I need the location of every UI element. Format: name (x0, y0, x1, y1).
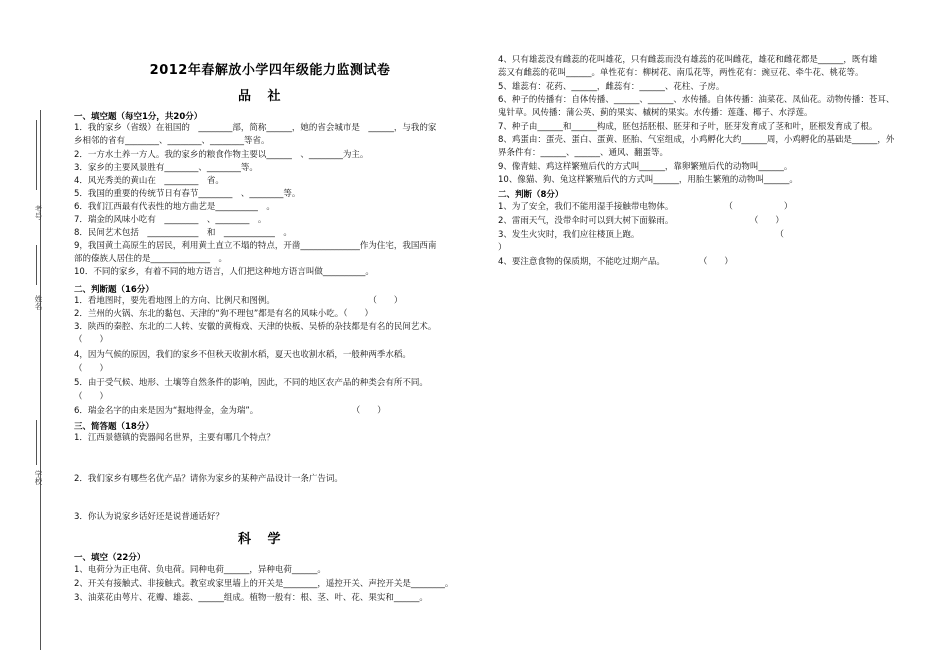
kaohao-underline (36, 120, 37, 190)
pinshe-heading: 品 社 (238, 89, 287, 104)
pinshe-judge-line: 3．陕西的秦腔、东北的二人转、安徽的黄梅戏、天津的快板、吴桥的杂技都是有名的民间艺术。 (74, 322, 437, 332)
pinshe-judge-line: 4，因为气候的原因，我们的家乡不但秋天收割水稻，夏天也收割水稻，一般种两季水稻。 (74, 350, 411, 360)
kexue-fill-line: 蕊又有雌蕊的花叫______。单性花有：柳树花、南瓜花等，两性花有：豌豆花、牵牛花、桃花等。 (498, 68, 864, 78)
kexue-fill-line: 10、像猫、狗、兔这样繁殖后代的方式叫______，用胎生繁殖的动物叫______。 (498, 175, 798, 185)
kexue-judge-line: 1、为了安全，我们不能用湿手接触带电物体。 （ ） (498, 202, 793, 212)
pinshe-fill-line: 4．风光秀美的黄山在 ________ 省。 (74, 176, 224, 186)
kexue-section-fill: 一、填空（22分） (74, 553, 146, 563)
pinshe-fill-line: 6．我们江西最有代表性的地方曲艺是__________ 。 (74, 202, 275, 212)
margin-xuexiao-label: 学校 (34, 470, 43, 485)
kexue-section-judge: 二、判断（8分） (498, 190, 564, 200)
pinshe-qa-line: 1．江西景德镇的瓷器闻名世界，主要有哪几个特点？ (74, 433, 275, 443)
pinshe-fill-line: 8．民间艺术包括 ____________ 和 ____________ 。 (74, 228, 292, 238)
kexue-fill-line: 2、开关有接触式、非接触式。教室或家里墙上的开关是________，遥控开关、声控开关是________。 (74, 579, 454, 589)
pinshe-fill-line: 部的傣族人居住的是______________ 。 (74, 254, 228, 264)
pinshe-fill-line: 1．我的家乡（省级）在祖国的 ________部，简称______，她的省会城市是 ______，与我的家 (74, 123, 437, 133)
kexue-fill-line: 鬼针草。风传播：蒲公英、蓟的果实、槭树的果实。水传播：莲蓬、椰子、水浮莲。 (498, 108, 813, 118)
xuexiao-underline (36, 420, 37, 465)
pinshe-qa-line: 3．你认为说家乡话好还是说普通话好？ (74, 512, 224, 522)
kexue-judge-line: 2、雷雨天气，没带伞时可以到大树下面躲雨。 （ ） (498, 216, 784, 226)
kexue-fill-line: 6、种子的传播有：自体传播、______、______、水传播。自体传播：油菜花、凤仙花。动物传播：苍耳、 (498, 95, 895, 105)
pinshe-judge-line: 2．兰州的火锅、东北的黏包、天津的“狗不理包”都是有名的风味小吃。（ ） (74, 309, 373, 319)
pinshe-fill-line: 10．不同的家乡，有着不同的地方语言，人们把这种地方语言叫做__________。 (74, 267, 374, 277)
kexue-judge-line: ） (498, 243, 507, 253)
pinshe-judge-line: 1．看地图时，要先看地图上的方向、比例尺和图例。 （ ） (74, 296, 403, 306)
kexue-heading: 科 学 (238, 532, 287, 547)
xingming-underline (36, 245, 37, 285)
pinshe-fill-line: 7．瑞金的风味小吃有 ________ 、________ 。 (74, 215, 267, 225)
pinshe-fill-line: 乡相邻的省有________、________、________等省。 (74, 136, 270, 146)
exam-title: 2012年春解放小学四年级能力监测试卷 (149, 63, 391, 78)
margin-kaohao-label: 考号 (34, 205, 43, 220)
kexue-fill-line: 8、鸡蛋由：蛋壳、蛋白、蛋黄、胚胎、气室组成，小鸡孵化大约______周，小鸡孵化的基础是______，外 (498, 135, 895, 145)
pinshe-section-judge: 二、判断题（16分） (74, 285, 154, 295)
pinshe-judge-line: （ ） (74, 392, 109, 402)
kexue-fill-line: 1、电荷分为正电荷、负电荷。同种电荷______，异种电荷______。 (74, 565, 326, 575)
pinshe-section-fill: 一、填空题（每空1分，共20分） (74, 112, 203, 122)
pinshe-fill-line: 9，我国黄土高原生的居民，利用黄土直立不塌的特点，开凿______________作为住宅，我国西南 (74, 241, 437, 251)
binding-line (40, 110, 41, 650)
pinshe-fill-line: 3．家乡的主要风景胜有________、________等。 (74, 163, 258, 173)
kexue-fill-line: 3、油菜花由萼片、花瓣、雄蕊、______组成。植物一般有：根、茎、叶、花、果实和______。 (74, 593, 428, 603)
kexue-fill-line: 9、像青蛙、鸡这样繁殖后代的方式叫______，靠卵繁殖后代的动物叫______。 (498, 162, 793, 172)
pinshe-judge-line: （ ） (74, 364, 109, 374)
pinshe-judge-line: （ ） (74, 335, 109, 345)
pinshe-judge-line: 5．由于受气候、地形、土壤等自然条件的影响，因此，不同的地区农产品的种类会有所不同。 (74, 378, 428, 388)
pinshe-fill-line: 2．一方水土养一方人。我的家乡的粮食作物主要以______ 、________为主。 (74, 150, 369, 160)
pinshe-qa-line: 2．我们家乡有哪些名优产品？请你为家乡的某种产品设计一条广告词。 (74, 474, 343, 484)
kexue-judge-line: 3、发生火灾时，我们应往楼顶上跑。 （ (498, 230, 784, 240)
kexue-fill-line: 界条件有：______、______、通风、翻蛋等。 (498, 148, 669, 158)
pinshe-fill-line: 5．我国的重要的传统节日有春节________ 、________等。 (74, 189, 301, 199)
kexue-fill-line: 4、只有雄蕊没有雌蕊的花叫雄花，只有雌蕊而没有雄蕊的花叫雌花，雄花和雌花都是______，既有雄 (498, 55, 878, 65)
margin-xingming-label: 姓名 (34, 295, 43, 310)
kexue-judge-line: 4、要注意食物的保质期，不能吃过期产品。 （ ） (498, 257, 733, 267)
pinshe-judge-line: 6．瑞金名字的由来是因为“掘地得金，金为瑞”。 （ ） (74, 406, 386, 416)
kexue-fill-line: 5、雄蕊有：花药、______，雌蕊有：______、花柱、子房。 (498, 82, 725, 92)
kexue-fill-line: 7、种子由______和______构成，胚包括胚根、胚芽和子叶，胚芽发育成了茎和叶，胚根发育成了根。 (498, 122, 878, 132)
pinshe-section-qa: 三、简答题（18分） (74, 422, 154, 432)
